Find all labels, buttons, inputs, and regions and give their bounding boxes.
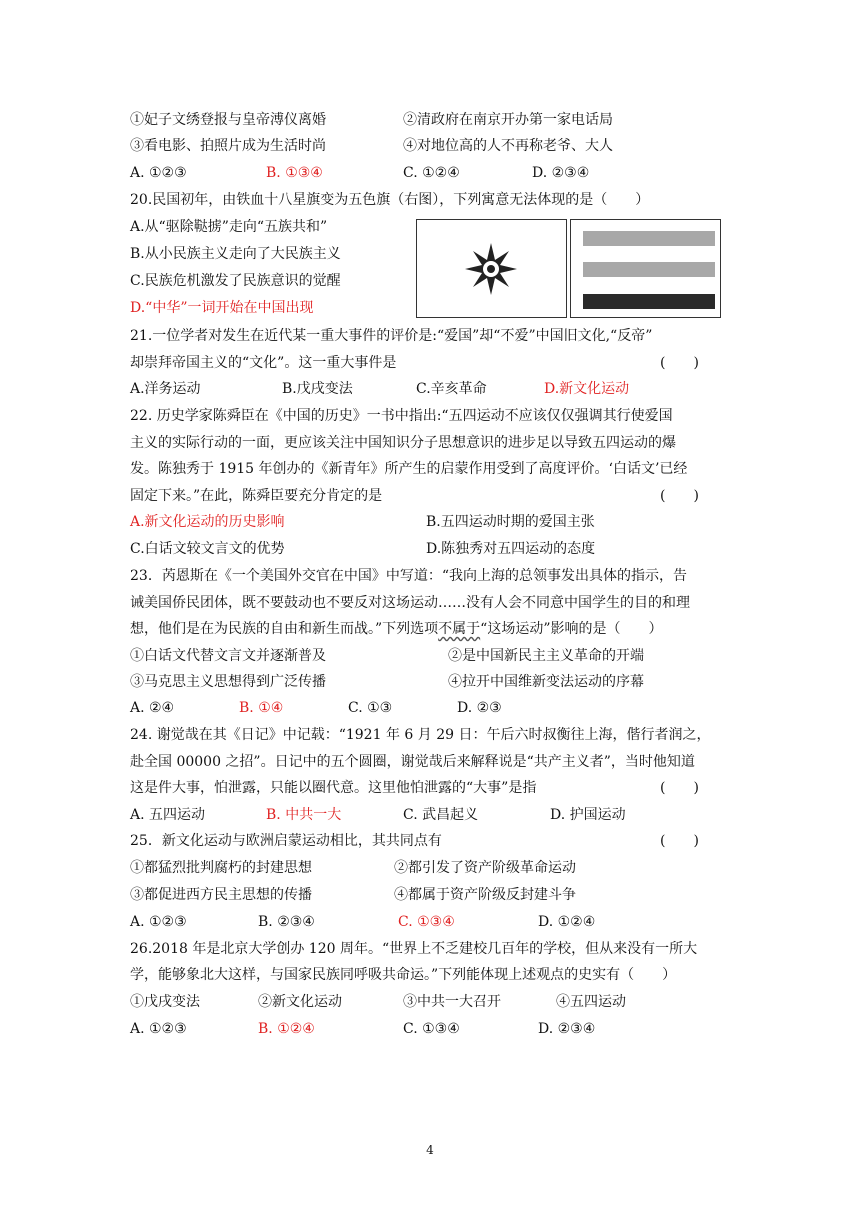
flag-stripe-3: [583, 294, 715, 309]
q23-stem-line-1: 23．芮恩斯在《一个美国外交官在中国》中写道：“我向上海的总领事发出具体的指示，告: [130, 568, 687, 584]
q25-statement-4: ④都属于资产阶级反封建斗争: [394, 887, 576, 903]
q25-statement-1: ①都猛烈批判腐朽的封建思想: [130, 860, 312, 876]
flag-stripe-1: [583, 231, 715, 246]
q23-statement-3: ③马克思主义思想得到广泛传播: [130, 674, 326, 690]
q26-option-c: C. ①③④: [403, 1021, 460, 1037]
q21-option-a: A.洋务运动: [130, 381, 201, 397]
q20-stem: 20.民国初年，由铁血十八星旗变为五色旗（右图），下列寓意无法体现的是（ ）: [130, 192, 650, 208]
q25-option-a: A. ①②③: [130, 914, 187, 930]
q24-option-b-answer: B. 中共一大: [266, 807, 342, 823]
q23-statement-4: ④拉开中国维新变法运动的序幕: [448, 674, 644, 690]
q25-option-b: B. ②③④: [258, 914, 315, 930]
q23-option-b-answer: B. ①④: [239, 700, 284, 716]
q24-option-d: D. 护国运动: [550, 807, 626, 823]
q26-statement-3: ③中共一大召开: [403, 994, 501, 1010]
q26-statement-2: ②新文化运动: [258, 994, 342, 1010]
q23-stem-part-2: “这场运动”影响的是（ ）: [480, 621, 663, 637]
q22-stem-line-4: 固定下来。”在此，陈舜臣要充分肯定的是: [130, 488, 383, 504]
q24-answer-paren: ( ): [660, 780, 699, 796]
q24-option-a: A. 五四运动: [130, 807, 206, 823]
q26-option-b-answer: B. ①②④: [258, 1021, 315, 1037]
q23-option-c: C. ①③: [348, 700, 393, 716]
q19-statement-2: ②清政府在南京开办第一家电话局: [403, 112, 613, 128]
q26-statement-4: ④五四运动: [556, 994, 626, 1010]
q25-statement-3: ③都促进西方民主思想的传播: [130, 887, 312, 903]
q22-stem-line-1: 22. 历史学家陈舜臣在《中国的历史》一书中指出:“五四运动不应该仅仅强调其行使爱国: [130, 408, 673, 424]
q24-stem-line-1: 24. 谢觉哉在其《日记》中记载：“1921 年 6 月 29 日：午后六时叔衡往上海，偕行者润之，: [130, 727, 711, 743]
q23-option-d: D. ②③: [457, 700, 502, 716]
q25-statement-2: ②都引发了资产阶级革命运动: [394, 860, 576, 876]
q19-option-c: C. ①②④: [403, 165, 460, 181]
q22-stem-line-2: 主义的实际行动的一面，更应该关注中国知识分子思想意识的进步足以导致五四运动的爆: [130, 435, 676, 451]
q22-stem-line-3: 发。陈独秀于 1915 年创办的《新青年》所产生的启蒙作用受到了高度评价。‘白话文’已经: [130, 461, 688, 477]
q21-stem-line-1: 21.一位学者对发生在近代某一重大事件的评价是:“爱国”却“不爱”中国旧文化,“反帝”: [130, 328, 653, 344]
q20-option-d-answer: D.“中华”一词开始在中国出现: [130, 300, 314, 316]
q23-statement-2: ②是中国新民主主义革命的开端: [448, 648, 644, 664]
q22-option-a-answer: A.新文化运动的历史影响: [130, 514, 285, 530]
q26-statement-1: ①戊戌变法: [130, 994, 200, 1010]
q26-stem-line-1: 26.2018 年是北京大学创办 120 周年。“世界上不乏建校几百年的学校，但从来没有一所大: [130, 941, 698, 957]
flag-stripe-2: [583, 262, 715, 277]
q24-stem-line-2: 赴全国 00000 之招”。日记中的五个圆圈，谢觉哉后来解释说是“共产主义者”，当时他知道: [130, 754, 695, 770]
q21-option-b: B.戊戌变法: [282, 381, 353, 397]
q23-statement-1: ①白话文代替文言文并逐渐普及: [130, 648, 326, 664]
q23-stem-line-3: [130, 619, 662, 639]
q20-option-a: A.从“驱除鞑掳”走向“五族共和”: [130, 219, 328, 235]
q20-option-b: B.从小民族主义走向了大民族主义: [130, 246, 341, 262]
q26-option-d: D. ②③④: [538, 1021, 596, 1037]
q21-stem-line-2: 却崇拜帝国主义的“文化”。这一重大事件是: [130, 355, 397, 371]
q21-option-c: C.辛亥革命: [416, 381, 487, 397]
q19-statement-1: ①妃子文绣登报与皇帝溥仪离婚: [130, 112, 326, 128]
q22-option-b: B.五四运动时期的爱国主张: [426, 514, 595, 530]
q21-option-d-answer: D.新文化运动: [544, 381, 630, 397]
page-number: 4: [426, 1143, 434, 1157]
q25-stem: 25．新文化运动与欧洲启蒙运动相比，其共同点有: [130, 833, 442, 849]
q23-emphasis-not-belong: 不属于: [438, 621, 481, 637]
q23-stem-part-1: 想，他们是在为民族的自由和新生而战。”下列选项: [130, 621, 439, 637]
q19-statement-4: ④对地位高的人不再称老爷、大人: [403, 138, 613, 154]
q22-answer-paren: ( ): [660, 488, 699, 504]
q23-stem-line-2: 诫美国侨民团体，既不要鼓动也不要反对这场运动……没有人会不同意中国学生的目的和理: [130, 595, 690, 611]
q19-option-b-answer: B. ①③④: [266, 165, 323, 181]
q25-answer-paren: ( ): [660, 833, 699, 849]
q22-option-d: D.陈独秀对五四运动的态度: [426, 541, 596, 557]
eighteen-star-flag-image: [416, 219, 567, 318]
q21-answer-paren: ( ): [660, 355, 699, 371]
q19-option-d: D. ②③④: [532, 165, 590, 181]
q26-stem-line-2: 学，能够象北大这样，与国家民族同呼吸共命运。”下列能体现上述观点的史实有（ ）: [130, 967, 677, 983]
q23-option-a: A. ②④: [130, 700, 175, 716]
five-color-flag-image: [570, 219, 721, 318]
q20-option-c: C.民族危机激发了民族意识的觉醒: [130, 273, 341, 289]
q26-option-a: A. ①②③: [130, 1021, 187, 1037]
q24-stem-line-3: 这是件大事，怕泄露，只能以圈代意。这里他怕泄露的“大事”是指: [130, 780, 537, 796]
q19-option-a: A. ①②③: [130, 165, 187, 181]
five-color-flag-stripes: [571, 220, 720, 317]
eighteen-star-icon: [417, 220, 566, 317]
q24-option-c: C. 武昌起义: [403, 807, 479, 823]
q25-option-c-answer: C. ①③④: [398, 914, 455, 930]
q22-option-c: C.白话文较文言文的优势: [130, 541, 285, 557]
q19-statement-3: ③看电影、拍照片成为生活时尚: [130, 138, 326, 154]
q25-option-d: D. ①②④: [538, 914, 596, 930]
